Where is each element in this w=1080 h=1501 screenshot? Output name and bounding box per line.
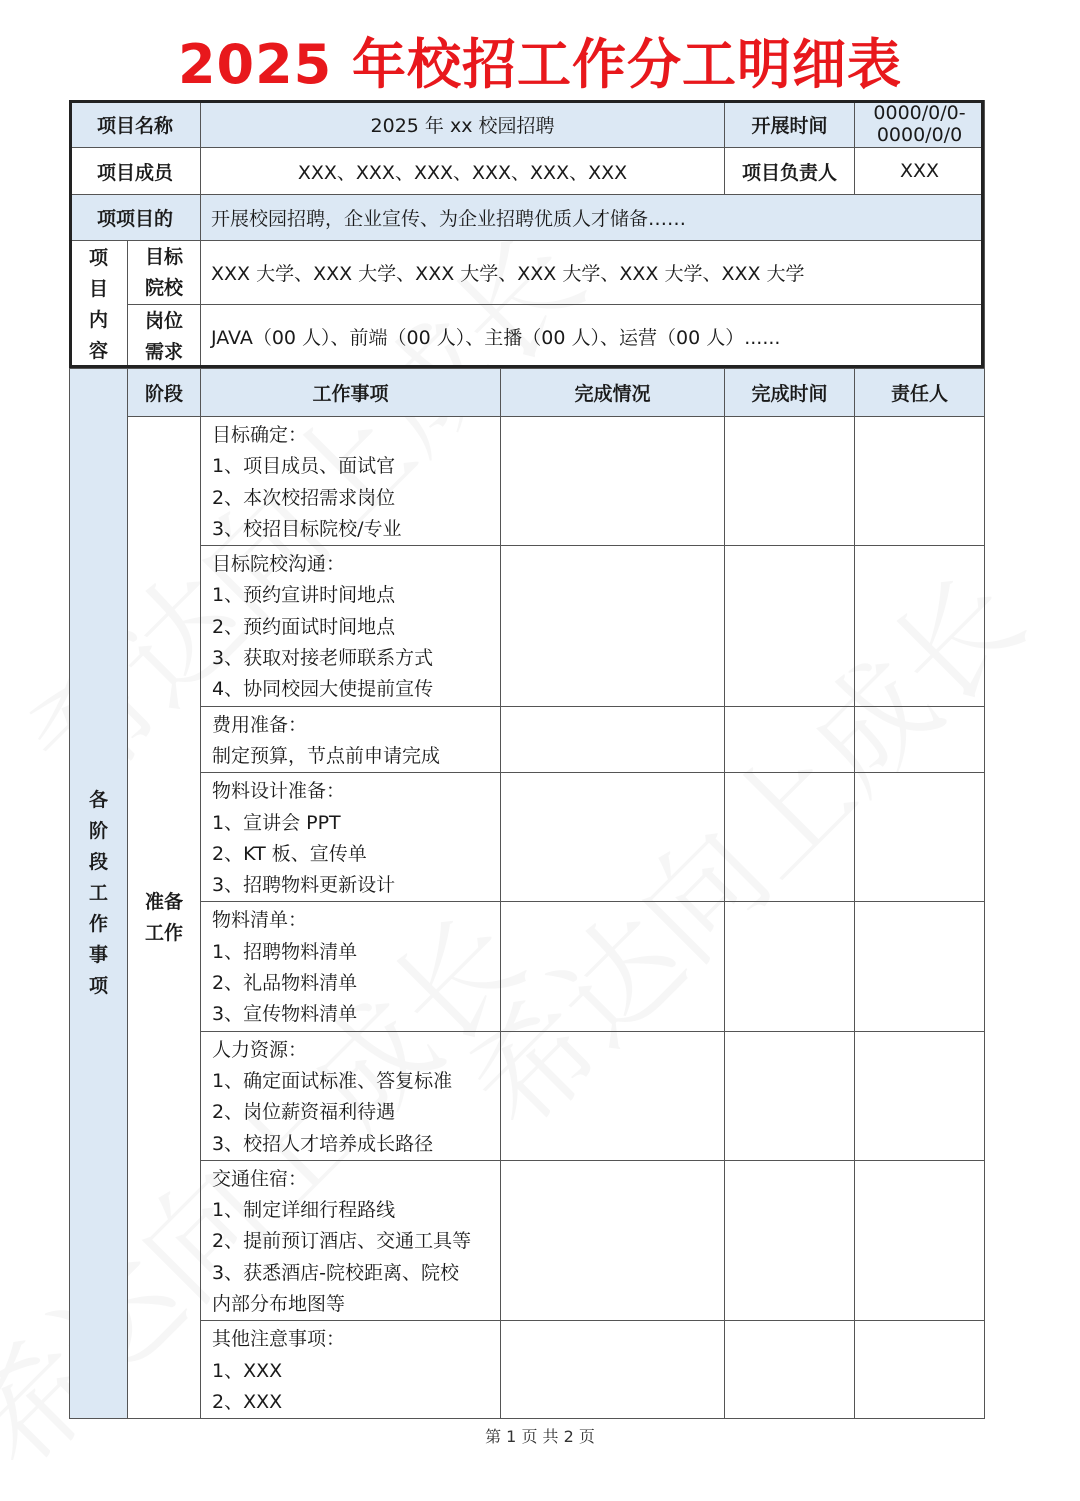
header-stage: 阶段 (128, 369, 201, 417)
target-school-value: XXX 大学、XXX 大学、XXX 大学、XXX 大学、XXX 大学、XXX 大学 (201, 241, 985, 305)
time-cell[interactable] (725, 546, 855, 706)
time-cell[interactable] (725, 902, 855, 1031)
time-cell[interactable] (725, 1031, 855, 1160)
time-cell[interactable] (725, 417, 855, 546)
owner-cell[interactable] (855, 417, 985, 546)
time-cell[interactable] (725, 1321, 855, 1419)
leader-value: XXX (855, 148, 985, 195)
status-cell[interactable] (501, 1321, 725, 1419)
stage-label: 准备 工作 (128, 417, 201, 1419)
work-allocation-table (69, 100, 985, 1419)
purpose-label: 项项目的 (70, 195, 201, 241)
status-cell[interactable] (501, 1031, 725, 1160)
target-school-label: 目标 院校 (128, 241, 201, 305)
page-footer: 第 1 页 共 2 页 (485, 1427, 595, 1446)
content-label: 项 目 内 容 (70, 241, 128, 369)
time-cell[interactable] (725, 773, 855, 902)
owner-cell[interactable] (855, 546, 985, 706)
members-label: 项目成员 (70, 148, 201, 195)
page-title: 2025 年校招工作分工明细表 (177, 33, 903, 96)
owner-cell[interactable] (855, 1031, 985, 1160)
status-cell[interactable] (501, 546, 725, 706)
task-cell: 目标院校沟通： 1、预约宣讲时间地点 2、预约面试时间地点 3、获取对接老师联系方式 4、协同校园大使提前宣传 (201, 546, 501, 706)
owner-cell[interactable] (855, 1321, 985, 1419)
status-cell[interactable] (501, 1160, 725, 1320)
position-label: 岗位 需求 (128, 305, 201, 369)
position-value: JAVA（00 人）、前端（00 人）、主播（00 人）、运营（00 人）...... (201, 305, 985, 369)
task-cell: 人力资源： 1、确定面试标准、答复标准 2、岗位薪资福利待遇 3、校招人才培养成长路径 (201, 1031, 501, 1160)
header-owner: 责任人 (855, 369, 985, 417)
time-cell[interactable] (725, 1160, 855, 1320)
time-value: 0000/0/0-0000/0/0 (855, 101, 985, 148)
task-cell: 交通住宿： 1、制定详细行程路线 2、提前预订酒店、交通工具等 3、获悉酒店-院校距离、院校 内部分布地图等 (201, 1160, 501, 1320)
owner-cell[interactable] (855, 902, 985, 1031)
task-cell: 费用准备： 制定预算，节点前申请完成 (201, 706, 501, 773)
task-cell: 物料清单： 1、招聘物料清单 2、礼品物料清单 3、宣传物料清单 (201, 902, 501, 1031)
members-value: XXX、XXX、XXX、XXX、XXX、XXX (201, 148, 725, 195)
time-label: 开展时间 (725, 101, 855, 148)
header-status: 完成情况 (501, 369, 725, 417)
header-item: 工作事项 (201, 369, 501, 417)
time-cell[interactable] (725, 706, 855, 773)
work-side-label: 各 阶 段 工 作 事 项 (70, 369, 128, 1419)
task-cell: 物料设计准备： 1、宣讲会 PPT 2、KT 板、宣传单 3、招聘物料更新设计 (201, 773, 501, 902)
purpose-value: 开展校园招聘，企业宣传、为企业招聘优质人才储备…… (201, 195, 985, 241)
status-cell[interactable] (501, 902, 725, 1031)
status-cell[interactable] (501, 417, 725, 546)
status-cell[interactable] (501, 706, 725, 773)
leader-label: 项目负责人 (725, 148, 855, 195)
status-cell[interactable] (501, 773, 725, 902)
owner-cell[interactable] (855, 1160, 985, 1320)
project-name-label: 项目名称 (70, 101, 201, 148)
header-time: 完成时间 (725, 369, 855, 417)
owner-cell[interactable] (855, 706, 985, 773)
task-cell: 其他注意事项： 1、XXX 2、XXX (201, 1321, 501, 1419)
task-cell: 目标确定： 1、项目成员、面试官 2、本次校招需求岗位 3、校招目标院校/专业 (201, 417, 501, 546)
owner-cell[interactable] (855, 773, 985, 902)
project-name-value: 2025 年 xx 校园招聘 (201, 101, 725, 148)
